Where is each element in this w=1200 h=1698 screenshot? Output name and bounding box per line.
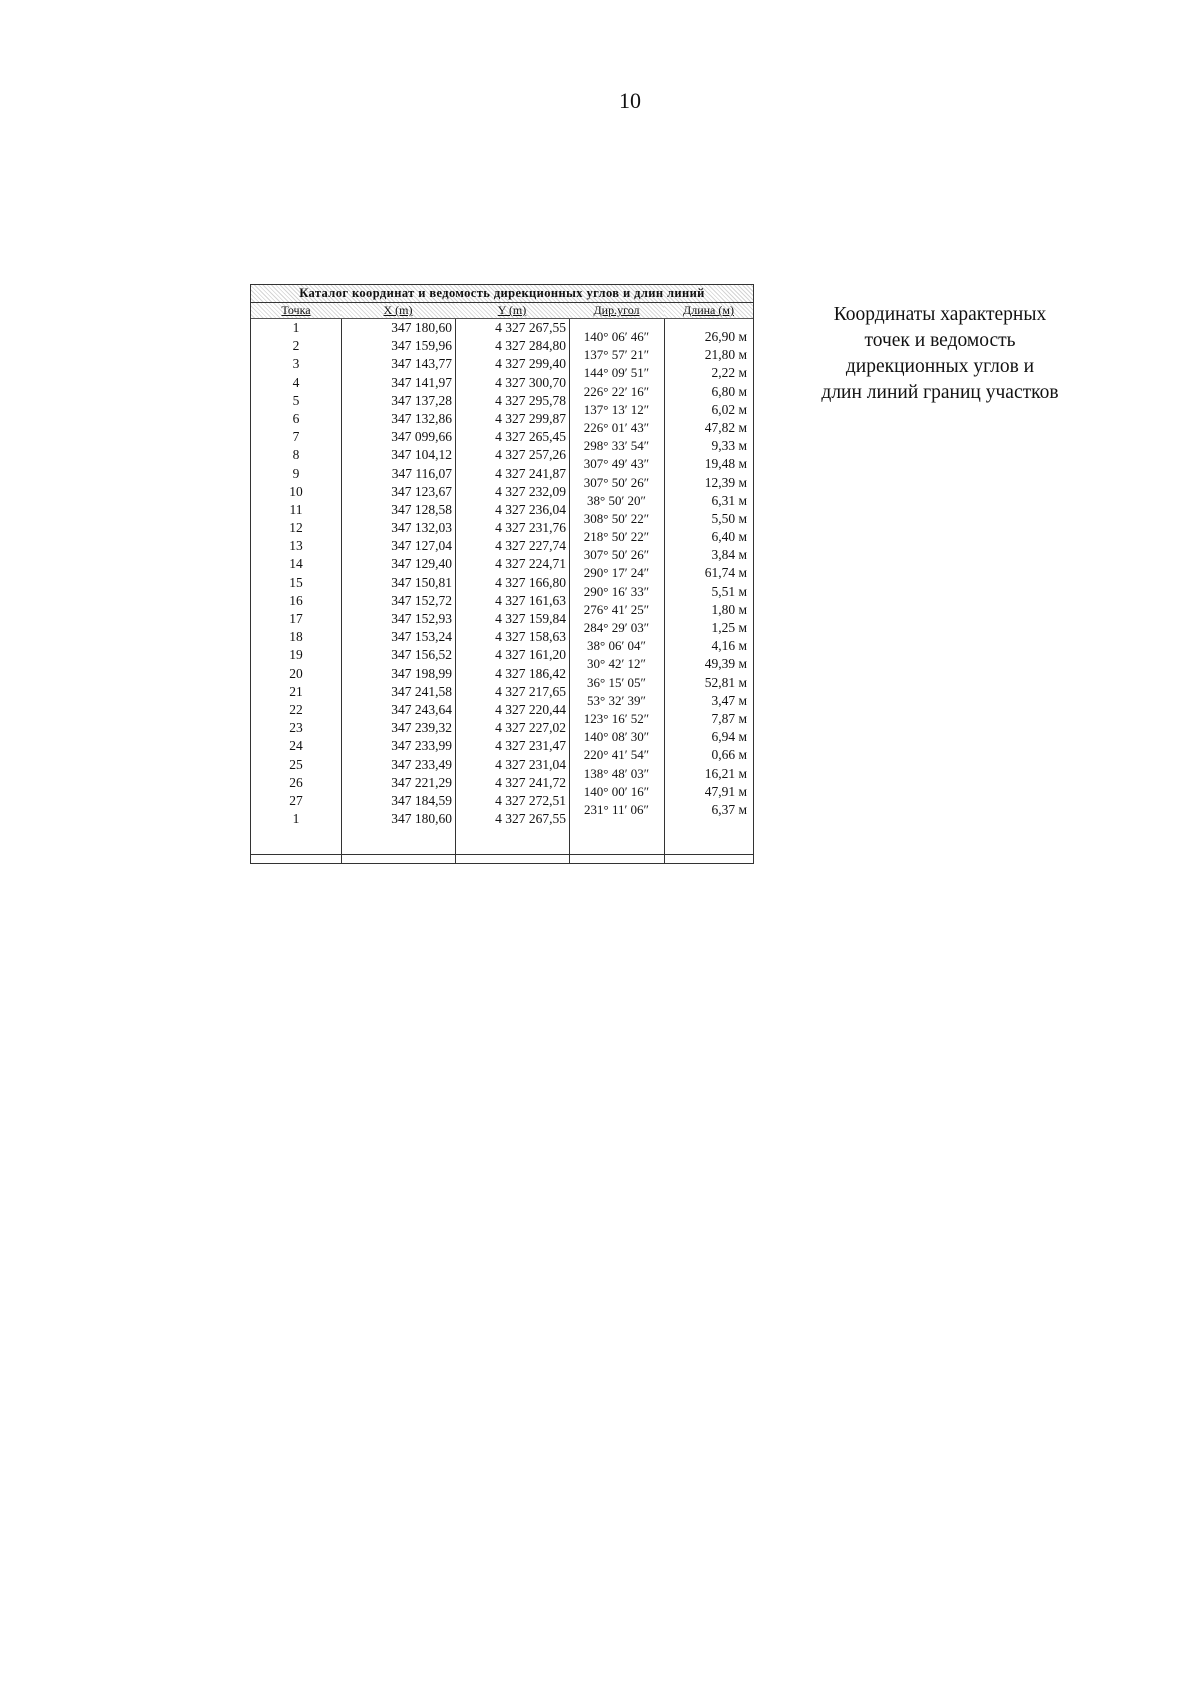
length-cell: 3,47 м [711, 692, 747, 708]
angle-cell: 307° 50′ 26″ [583, 547, 650, 563]
y-cell: 4 327 272,51 [495, 792, 566, 808]
point-cell: 25 [289, 756, 303, 772]
angle-cell: 220° 41′ 54″ [583, 747, 650, 763]
length-cell: 47,82 м [704, 419, 747, 435]
length-cell: 3,84 м [711, 547, 747, 563]
caption-line: дирекционных углов и [845, 356, 1035, 377]
length-column-cells [664, 319, 753, 819]
length-cell: 4,16 м [711, 638, 747, 654]
angle-cell: 140° 08′ 30″ [583, 729, 650, 745]
x-cell: 347 123,67 [391, 483, 452, 499]
point-cell: 8 [292, 447, 300, 463]
length-cell: 61,74 м [704, 565, 747, 581]
x-cell: 347 184,59 [391, 792, 452, 808]
y-cell: 4 327 267,55 [495, 320, 566, 335]
caption-line: Координаты характерных [833, 304, 1047, 325]
angle-cell: 140° 06′ 46″ [583, 329, 650, 344]
point-cell: 10 [289, 483, 303, 499]
length-column-header: Длина (м) [664, 303, 753, 319]
angle-cell: 36° 15′ 05″ [587, 674, 646, 690]
angle-cell: 298° 33′ 54″ [583, 438, 650, 454]
y-cell: 4 327 220,44 [495, 701, 566, 717]
angle-cell: 284° 29′ 03″ [583, 620, 650, 635]
point-column-cells [251, 319, 341, 828]
table-grid [250, 303, 754, 864]
length-cell: 16,21 м [704, 765, 747, 781]
angle-column-header: Дир.угол [569, 303, 664, 319]
coordinates-table [250, 284, 754, 864]
y-column-header: Y (m) [455, 303, 569, 319]
y-cell: 4 327 300,70 [495, 374, 566, 390]
point-column-header: Точка [251, 303, 341, 319]
x-cell: 347 128,58 [391, 501, 452, 517]
point-cell: 24 [289, 738, 303, 754]
angle-cell: 226° 22′ 16″ [583, 383, 650, 399]
x-cell: 347 153,24 [391, 629, 452, 645]
angle-cell: 137° 13′ 12″ [583, 401, 650, 417]
x-cell: 347 159,96 [391, 338, 452, 354]
x-cell: 347 104,12 [391, 447, 452, 463]
x-cell: 347 132,86 [391, 410, 452, 426]
length-cell: 19,48 м [704, 456, 747, 472]
length-cell: 0,66 м [711, 747, 747, 763]
length-cell: 5,50 м [711, 510, 747, 526]
y-column-cells [455, 319, 569, 828]
angle-cell: 38° 50′ 20″ [587, 492, 646, 508]
point-cell: 13 [289, 538, 303, 554]
length-cell: 26,90 м [704, 329, 747, 344]
point-cell: 11 [289, 501, 303, 517]
y-column [455, 303, 570, 863]
x-cell: 347 221,29 [391, 774, 452, 790]
length-cell: 6,40 м [711, 529, 747, 545]
point-cell: 5 [292, 392, 300, 408]
length-column [664, 303, 753, 863]
caption-line: точек и ведомость [864, 330, 1016, 351]
angle-cell: 218° 50′ 22″ [583, 529, 650, 545]
length-cell: 1,25 м [711, 620, 747, 635]
x-cell: 347 180,60 [391, 811, 452, 827]
y-cell: 4 327 231,04 [495, 756, 566, 772]
x-column-cells [341, 319, 455, 828]
y-cell: 4 327 224,71 [495, 556, 566, 572]
x-cell: 347 129,40 [391, 556, 452, 572]
y-cell: 4 327 166,80 [495, 574, 566, 590]
x-cell: 347 132,03 [391, 520, 452, 536]
length-cell: 6,31 м [711, 492, 747, 508]
angle-cell: 231° 11′ 06″ [584, 801, 649, 817]
length-cell: 47,91 м [704, 783, 747, 799]
angle-cell: 307° 50′ 26″ [583, 474, 650, 490]
angle-cell: 144° 09′ 51″ [583, 365, 650, 381]
point-cell: 27 [289, 792, 303, 808]
point-cell: 4 [292, 374, 300, 390]
y-cell: 4 327 232,09 [495, 483, 566, 499]
y-cell: 4 327 161,63 [495, 592, 566, 608]
length-cell: 6,37 м [711, 801, 747, 817]
x-column-header: X (m) [341, 303, 455, 319]
x-cell: 347 243,64 [391, 701, 452, 717]
point-cell: 16 [289, 592, 303, 608]
angle-cell: 138° 48′ 03″ [583, 765, 650, 781]
point-cell: 9 [292, 465, 300, 481]
y-cell: 4 327 158,63 [495, 629, 566, 645]
length-cell: 49,39 м [704, 656, 747, 672]
x-cell: 347 239,32 [391, 720, 452, 736]
y-cell: 4 327 295,78 [495, 392, 566, 408]
angle-cell: 276° 41′ 25″ [583, 601, 650, 617]
x-cell: 347 198,99 [391, 665, 452, 681]
y-cell: 4 327 257,26 [495, 447, 566, 463]
y-cell: 4 327 186,42 [495, 665, 566, 681]
length-cell: 7,87 м [711, 710, 747, 726]
y-cell: 4 327 227,74 [495, 538, 566, 554]
y-cell: 4 327 284,80 [495, 338, 566, 354]
angle-cell: 38° 06′ 04″ [587, 638, 646, 654]
y-cell: 4 327 267,55 [495, 811, 566, 827]
angle-cell: 140° 00′ 16″ [583, 783, 650, 799]
table-title: Каталог координат и ведомость дирекционных углов и длин линий [250, 284, 754, 303]
y-cell: 4 327 241,72 [495, 774, 566, 790]
y-cell: 4 327 231,47 [495, 738, 566, 754]
x-cell: 347 180,60 [391, 320, 452, 335]
length-cell: 1,80 м [711, 601, 747, 617]
y-cell: 4 327 231,76 [495, 520, 566, 536]
x-cell: 347 233,49 [391, 756, 452, 772]
point-cell: 26 [289, 774, 303, 790]
y-cell: 4 327 217,65 [495, 683, 566, 699]
angle-cell: 53° 32′ 39″ [587, 692, 646, 708]
x-cell: 347 150,81 [391, 574, 452, 590]
table-bottom-rule [251, 854, 753, 855]
x-cell: 347 143,77 [391, 356, 452, 372]
length-cell: 6,02 м [711, 401, 747, 417]
point-cell: 2 [292, 338, 300, 354]
length-cell: 6,80 м [711, 383, 747, 399]
point-cell: 6 [292, 410, 300, 426]
y-cell: 4 327 161,20 [495, 647, 566, 663]
y-cell: 4 327 299,87 [495, 410, 566, 426]
angle-cell: 137° 57′ 21″ [583, 347, 650, 363]
point-cell: 15 [289, 574, 303, 590]
x-cell: 347 141,97 [391, 374, 452, 390]
x-cell: 347 127,04 [391, 538, 452, 554]
point-cell: 3 [292, 356, 300, 372]
angle-column-cells [569, 319, 664, 819]
x-cell: 347 137,28 [391, 392, 452, 408]
point-column [251, 303, 342, 863]
x-cell: 347 099,66 [391, 429, 452, 445]
x-cell: 347 116,07 [391, 465, 452, 481]
caption-line: длин линий границ участков [821, 382, 1059, 403]
point-cell: 7 [292, 429, 300, 445]
length-cell: 12,39 м [704, 474, 747, 490]
angle-cell: 307° 49′ 43″ [583, 456, 650, 472]
point-cell: 23 [289, 720, 303, 736]
x-cell: 347 156,52 [391, 647, 452, 663]
x-cell: 347 233,99 [391, 738, 452, 754]
point-cell: 21 [289, 683, 303, 699]
x-cell: 347 152,93 [391, 611, 452, 626]
y-cell: 4 327 299,40 [495, 356, 566, 372]
point-cell: 17 [289, 611, 303, 626]
point-cell: 14 [289, 556, 303, 572]
length-cell: 21,80 м [704, 347, 747, 363]
angle-cell: 308° 50′ 22″ [583, 510, 650, 526]
point-cell: 12 [289, 520, 303, 536]
y-cell: 4 327 236,04 [495, 501, 566, 517]
angle-cell: 226° 01′ 43″ [583, 419, 650, 435]
angle-cell: 30° 42′ 12″ [587, 656, 646, 672]
length-cell: 2,22 м [711, 365, 747, 381]
point-cell: 22 [289, 701, 303, 717]
y-cell: 4 327 265,45 [495, 429, 566, 445]
angle-cell: 290° 17′ 24″ [583, 565, 650, 581]
y-cell: 4 327 159,84 [495, 611, 566, 626]
x-cell: 347 152,72 [391, 592, 452, 608]
point-cell: 1 [292, 811, 300, 827]
side-caption [790, 302, 1090, 406]
length-cell: 9,33 м [711, 438, 747, 454]
point-cell: 1 [292, 320, 300, 335]
page-number: 10 [619, 88, 641, 113]
y-cell: 4 327 227,02 [495, 720, 566, 736]
x-cell: 347 241,58 [391, 683, 452, 699]
length-cell: 6,94 м [711, 729, 747, 745]
length-cell: 52,81 м [704, 674, 747, 690]
angle-column [569, 303, 665, 863]
y-cell: 4 327 241,87 [495, 465, 566, 481]
angle-cell: 123° 16′ 52″ [583, 710, 650, 726]
point-cell: 20 [289, 665, 303, 681]
x-column [341, 303, 456, 863]
angle-cell: 290° 16′ 33″ [583, 583, 650, 599]
length-cell: 5,51 м [711, 583, 747, 599]
point-cell: 19 [289, 647, 303, 663]
point-cell: 18 [289, 629, 303, 645]
